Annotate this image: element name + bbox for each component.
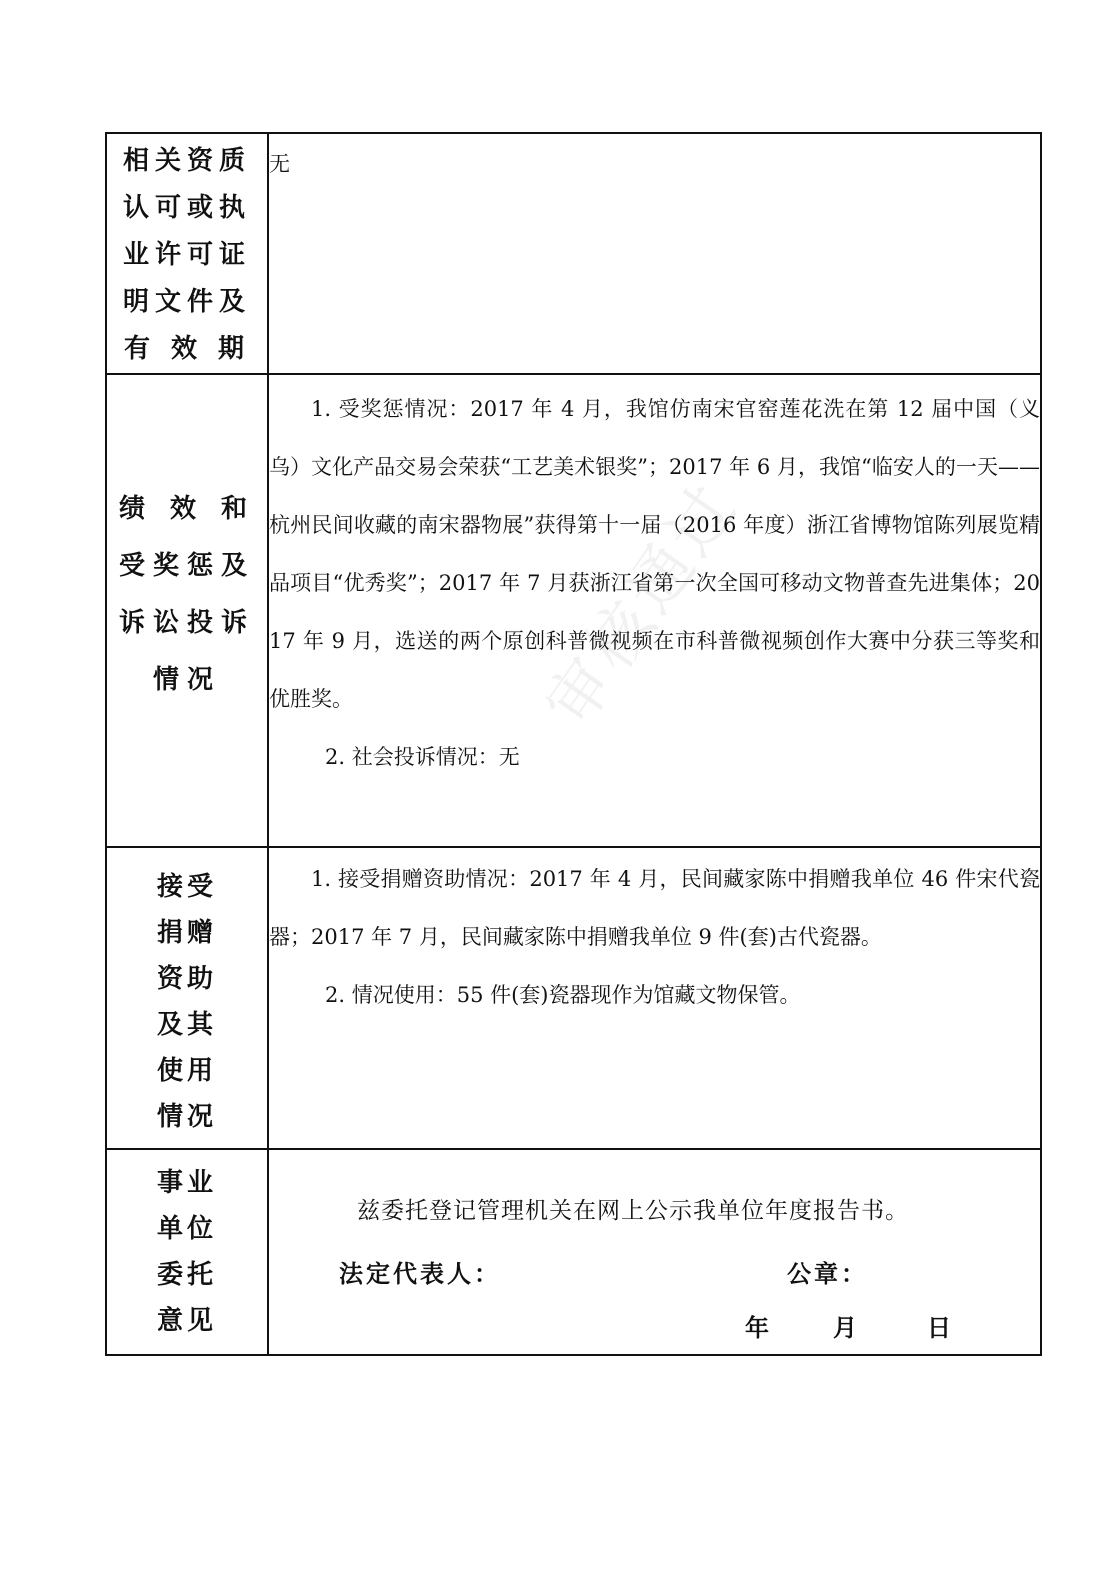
label-line: 认可或执: [122, 193, 251, 223]
label-line: 单位: [156, 1214, 217, 1244]
label-line: 事业: [156, 1168, 217, 1198]
date-month-label: 月: [833, 1313, 857, 1342]
donations-usage-paragraph: 2. 情况使用：55 件(套)瓷器现作为馆藏文物保管。: [325, 983, 801, 1007]
label-line: 及其: [156, 1010, 217, 1040]
entrustment-label: [106, 1149, 268, 1355]
donations-content: [268, 847, 1041, 1149]
annual-report-table: [105, 132, 1042, 1356]
label-line: 业许可证: [122, 240, 251, 270]
qualification-text: 无: [269, 152, 290, 176]
label-line: 委托: [156, 1260, 217, 1290]
label-line: 诉讼投诉: [118, 608, 255, 638]
qualification-label: [106, 133, 268, 374]
legal-representative-label: 法定代表人：: [339, 1259, 501, 1288]
label-line: 有 效 期: [123, 334, 251, 364]
label-line: 捐赠: [156, 918, 217, 948]
label-line: 绩 效 和: [118, 494, 256, 524]
complaints-paragraph: 2. 社会投诉情况：无: [325, 745, 520, 769]
label-line: 使用: [156, 1056, 217, 1086]
donations-received-paragraph: 1. 接受捐赠资助情况：2017 年 4 月，民间藏家陈中捐赠我单位 46 件宋代瓷器；2017 年 7 月，民间藏家陈中捐赠我单位 9 件(套)古代瓷器。: [269, 867, 1040, 949]
label-line: 明文件及: [122, 287, 251, 317]
label-line: 意见: [156, 1306, 217, 1336]
watermark: 审核通过: [532, 469, 754, 742]
entrustment-statement: 兹委托登记管理机关在网上公示我单位年度报告书。: [357, 1198, 909, 1224]
row-performance: [106, 374, 1041, 847]
row-donations: [106, 847, 1041, 1149]
date-year-label: 年: [745, 1313, 769, 1342]
donations-label: [106, 847, 268, 1149]
official-seal-label: 公章：: [787, 1259, 868, 1288]
label-line: 接受: [156, 872, 217, 902]
date-day-label: 日: [927, 1313, 951, 1342]
row-entrustment: [106, 1149, 1041, 1355]
entrustment-content: [268, 1149, 1041, 1355]
label-line: 受奖惩及: [118, 551, 255, 581]
awards-paragraph: 1. 受奖惩情况：2017 年 4 月，我馆仿南宋官窑莲花洗在第 12 届中国（义乌）文化产品交易会荣获“工艺美术银奖”；2017 年 6 月，我馆“临安人的一天——杭州民间收藏的南宋器物展”获得第十一届（2016 年度）浙江省博物馆陈列展览精品项目“优秀奖”；2017 年 7 月获浙江省第一次全国可移动文物普查先进集体；2017 年 9 月，选送的两个原创科普微视频在市科普微视频创作大赛中分获三等奖和优胜奖。: [269, 397, 1040, 711]
label-line: 相关资质: [122, 146, 251, 176]
performance-content: [268, 374, 1041, 847]
performance-label: [106, 374, 268, 847]
label-line: 资助: [156, 964, 217, 994]
label-line: 情况: [152, 665, 221, 695]
qualification-content: [268, 133, 1041, 374]
row-qualification: [106, 133, 1041, 374]
label-line: 情况: [156, 1102, 217, 1132]
